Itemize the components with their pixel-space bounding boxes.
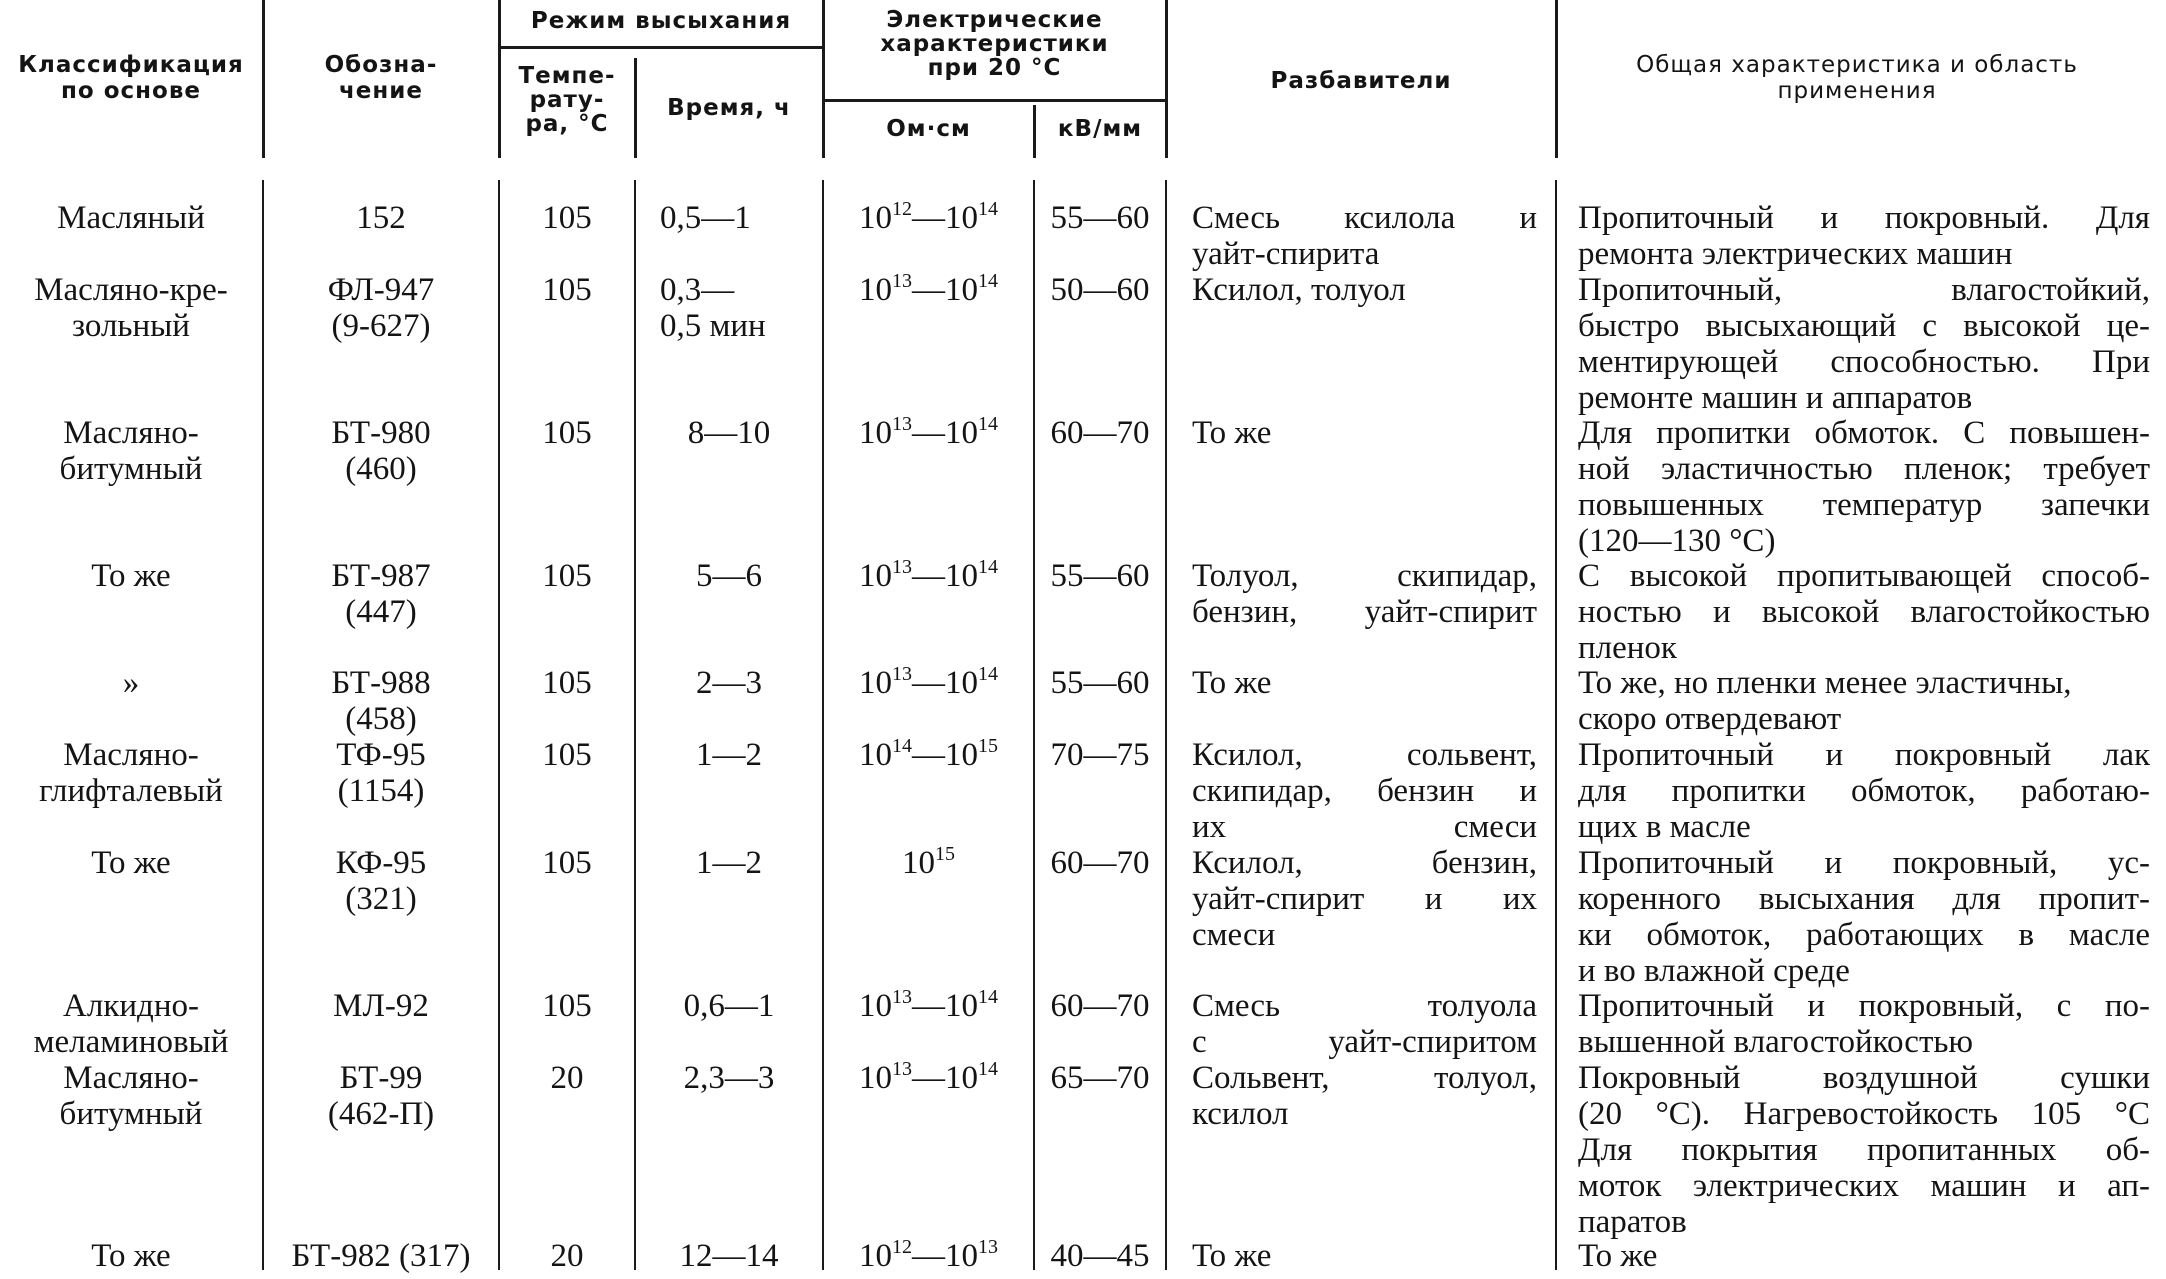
general-line: моток электрических машин и ап- (1578, 1168, 2150, 1204)
cell-thinners: То же (1192, 1238, 1272, 1274)
thinners-line: бензин, уайт-спирит (1192, 594, 1537, 630)
cell-resistivity (824, 1238, 1033, 1274)
cell-thinners (1192, 558, 1537, 630)
cell-designation: БТ-988 (458) (331, 665, 431, 737)
resistivity-exponent: 14 (978, 198, 998, 220)
thinners-line: Сольвент, толуол, (1192, 1060, 1537, 1096)
cell-designation: БТ-99 (462-П) (327, 1060, 435, 1132)
column-divider (822, 180, 824, 1270)
resistivity-exponent: 13 (892, 986, 912, 1008)
general-line: Пропиточный и покровный, ус- (1578, 845, 2150, 881)
resistivity-base: 10 (902, 845, 935, 881)
general-line: ментирующей способностью. При (1578, 344, 2150, 380)
thinners-line: Ксилол, сольвент, (1192, 737, 1537, 773)
resistivity-exponent: 13 (892, 556, 912, 578)
header-thinners: Разбавители (1270, 68, 1452, 94)
cell-time: 0,5—1 (660, 200, 751, 236)
range-dash: — (912, 1238, 945, 1274)
header-classification: Классификация по основе (18, 52, 244, 104)
header-electrical: Электрические характеристики при 20 °С (880, 7, 1109, 81)
thinners-line: Ксилол, бензин, (1192, 845, 1537, 881)
general-line: ностью и высокой влагостойкостью (1578, 594, 2150, 630)
resistivity-exponent: 13 (892, 413, 912, 435)
cell-general: То же, но пленки менее эластичны, скоро отвердевают (1578, 665, 2072, 737)
thinners-line: Толуол, скипидар, (1192, 558, 1537, 594)
header-ohm-cm: Ом·см (886, 116, 971, 142)
cell-classification: Масляно-кре- зольный (34, 272, 228, 344)
thinners-line: Смесь толуола (1192, 988, 1537, 1024)
cell-thinners: То же (1192, 665, 1272, 701)
cell-time: 12—14 (679, 1238, 779, 1274)
cell-general (1578, 737, 2150, 845)
general-line: для пропитки обмоток, работаю- (1578, 773, 2150, 809)
resistivity-base: 10 (945, 415, 978, 451)
cell-classification: Алкидно- меламиновый (33, 988, 229, 1060)
cell-resistivity (824, 845, 1033, 881)
cell-temperature: 105 (542, 988, 592, 1024)
resistivity-base: 10 (945, 200, 978, 236)
cell-resistivity (824, 200, 1033, 236)
cell-strength: 55—60 (1050, 200, 1150, 236)
cell-general (1578, 200, 2150, 272)
cell-general (1578, 558, 2150, 666)
resistivity-exponent: 15 (978, 735, 998, 757)
column-divider (498, 180, 500, 1270)
cell-resistivity (824, 665, 1033, 701)
column-divider (1165, 180, 1167, 1270)
cell-designation: ФЛ-947 (9-627) (327, 272, 435, 344)
general-line: паратов (1578, 1204, 1687, 1240)
cell-classification: То же (91, 1238, 171, 1274)
resistivity-exponent: 13 (892, 270, 912, 292)
cell-time: 2—3 (696, 665, 762, 701)
cell-classification: Масляно- глифталевый (39, 737, 223, 809)
cell-temperature: 105 (542, 737, 592, 773)
header-general: Общая характеристика и область применения (1636, 52, 2078, 104)
column-divider (1555, 180, 1557, 1270)
cell-thinners: Ксилол, толуол (1192, 272, 1406, 308)
resistivity-base: 10 (859, 665, 892, 701)
cell-thinners (1192, 737, 1537, 845)
header-drying-mode: Режим высыхания (530, 8, 792, 34)
resistivity-base: 10 (945, 665, 978, 701)
cell-temperature: 105 (542, 845, 592, 881)
general-line: щих в масле (1578, 809, 1751, 845)
cell-general (1578, 845, 2150, 989)
cell-temperature: 105 (542, 665, 592, 701)
resistivity-base: 10 (859, 1238, 892, 1274)
cell-classification: То же (91, 558, 171, 594)
resistivity-base: 10 (945, 272, 978, 308)
cell-designation: БТ-982 (317) (291, 1238, 471, 1274)
cell-general (1578, 272, 2150, 416)
resistivity-base: 10 (859, 558, 892, 594)
cell-temperature: 105 (542, 200, 592, 236)
resistivity-base: 10 (859, 1060, 892, 1096)
cell-classification: То же (91, 845, 171, 881)
cell-classification: Масляный (57, 200, 205, 236)
cell-resistivity (824, 272, 1033, 308)
general-line: повышенных температур запечки (1578, 487, 2150, 523)
cell-classification: » (122, 665, 140, 701)
cell-strength: 55—60 (1050, 558, 1150, 594)
cell-designation: КФ-95 (321) (335, 845, 427, 917)
thinners-line: уайт-спирит и их (1192, 881, 1537, 917)
resistivity-base: 10 (945, 1060, 978, 1096)
cell-time: 2,3—3 (683, 1060, 775, 1096)
cell-temperature: 105 (542, 558, 592, 594)
general-line: Пропиточный и покровный. Для (1578, 200, 2150, 236)
thinners-line: уайт-спирита (1192, 236, 1380, 272)
cell-classification: Масляно- битумный (59, 415, 203, 487)
resistivity-base: 10 (859, 415, 892, 451)
general-line: С высокой пропитывающей способ- (1578, 558, 2150, 594)
cell-general (1578, 1060, 2150, 1240)
cell-resistivity (824, 558, 1033, 594)
cell-designation: ТФ-95 (1154) (336, 737, 426, 809)
resistivity-exponent: 13 (892, 1058, 912, 1080)
cell-strength: 55—60 (1050, 665, 1150, 701)
range-dash: — (912, 272, 945, 308)
cell-time: 0,6—1 (683, 988, 775, 1024)
cell-designation: МЛ-92 (333, 988, 429, 1024)
cell-strength: 40—45 (1050, 1238, 1150, 1274)
general-line: Пропиточный и покровный лак (1578, 737, 2150, 773)
general-line: ремонте машин и аппаратов (1578, 380, 1973, 416)
thinners-line: Смесь ксилола и (1192, 200, 1537, 236)
general-line: Для покрытия пропитанных об- (1578, 1132, 2150, 1168)
cell-time: 1—2 (696, 845, 762, 881)
general-line: Для пропитки обмоток. С повышен- (1578, 415, 2150, 451)
cell-strength: 70—75 (1050, 737, 1150, 773)
cell-time: 0,3— 0,5 мин (660, 272, 766, 344)
subheader-rule (499, 46, 822, 49)
general-line: Пропиточный, влагостойкий, (1578, 272, 2150, 308)
resistivity-exponent: 14 (978, 270, 998, 292)
resistivity-base: 10 (859, 988, 892, 1024)
resistivity-exponent: 14 (978, 413, 998, 435)
cell-resistivity (824, 737, 1033, 773)
cell-general: То же (1578, 1238, 1658, 1274)
cell-time: 1—2 (696, 737, 762, 773)
range-dash: — (912, 737, 945, 773)
cell-temperature: 20 (550, 1060, 584, 1096)
general-line: Пропиточный и покровный, с по- (1578, 988, 2150, 1024)
resistivity-base: 10 (859, 737, 892, 773)
cell-thinners: То же (1192, 415, 1272, 451)
cell-resistivity (824, 1060, 1033, 1096)
cell-temperature: 20 (550, 1238, 584, 1274)
general-line: и во влажной среде (1578, 953, 1850, 989)
range-dash: — (912, 558, 945, 594)
cell-time: 5—6 (696, 558, 762, 594)
thinners-line: их смеси (1192, 809, 1537, 845)
header-time: Время, ч (667, 95, 791, 121)
resistivity-exponent: 14 (892, 735, 912, 757)
resistivity-base: 10 (859, 200, 892, 236)
resistivity-base: 10 (945, 988, 978, 1024)
cell-general (1578, 415, 2150, 559)
cell-temperature: 105 (542, 415, 592, 451)
resistivity-exponent: 13 (978, 1236, 998, 1258)
subheader-rule (823, 99, 1165, 102)
cell-strength: 60—70 (1050, 415, 1150, 451)
resistivity-exponent: 14 (978, 556, 998, 578)
resistivity-base: 10 (945, 558, 978, 594)
column-divider (634, 180, 636, 1270)
header-kv-mm: кВ/мм (1057, 116, 1143, 142)
cell-designation: БТ-987 (447) (331, 558, 431, 630)
range-dash: — (912, 1060, 945, 1096)
general-line: быстро высыхающий с высокой це- (1578, 308, 2150, 344)
general-line: ремонта электрических машин (1578, 236, 2013, 272)
general-line: вышенной влагостойкостью (1578, 1024, 1974, 1060)
general-line: пленок (1578, 630, 1677, 666)
cell-resistivity (824, 988, 1033, 1024)
cell-temperature: 105 (542, 272, 592, 308)
column-divider (1033, 180, 1035, 1270)
general-line: ной эластичностью пленок; требует (1578, 451, 2150, 487)
cell-designation: БТ-980 (460) (331, 415, 431, 487)
range-dash: — (912, 665, 945, 701)
cell-strength: 60—70 (1050, 845, 1150, 881)
resistivity-exponent: 14 (978, 986, 998, 1008)
general-line: ки обмоток, работающих в масле (1578, 917, 2150, 953)
cell-thinners (1192, 1060, 1537, 1132)
cell-general (1578, 988, 2150, 1060)
header-temperature: Темпе- рату- ра, °С (518, 63, 616, 137)
general-line: (120—130 °С) (1578, 523, 1776, 559)
general-line: Покровный воздушной сушки (1578, 1060, 2150, 1096)
thinners-line: скипидар, бензин и (1192, 773, 1537, 809)
general-line: (20 °С). Нагревостойкость 105 °С (1578, 1096, 2150, 1132)
resistivity-base: 10 (945, 1238, 978, 1274)
header-designation: Обозна- чение (324, 52, 438, 104)
cell-designation: 152 (356, 200, 406, 236)
cell-thinners (1192, 845, 1537, 953)
cell-strength: 60—70 (1050, 988, 1150, 1024)
resistivity-exponent: 13 (892, 663, 912, 685)
cell-thinners (1192, 988, 1537, 1060)
resistivity-exponent: 12 (892, 1236, 912, 1258)
resistivity-base: 10 (859, 272, 892, 308)
range-dash: — (912, 988, 945, 1024)
cell-strength: 50—60 (1050, 272, 1150, 308)
resistivity-exponent: 14 (978, 1058, 998, 1080)
cell-resistivity (824, 415, 1033, 451)
cell-thinners (1192, 200, 1537, 272)
cell-classification: Масляно- битумный (59, 1060, 203, 1132)
cell-strength: 65—70 (1050, 1060, 1150, 1096)
resistivity-base: 10 (945, 737, 978, 773)
resistivity-exponent: 12 (892, 198, 912, 220)
range-dash: — (912, 200, 945, 236)
thinners-line: смеси (1192, 917, 1276, 953)
thinners-line: с уайт-спиритом (1192, 1024, 1537, 1060)
thinners-line: ксилол (1192, 1096, 1289, 1132)
range-dash: — (912, 415, 945, 451)
general-line: коренного высыхания для пропит- (1578, 881, 2150, 917)
cell-time: 8—10 (687, 415, 771, 451)
resistivity-exponent: 15 (935, 843, 955, 865)
resistivity-exponent: 14 (978, 663, 998, 685)
